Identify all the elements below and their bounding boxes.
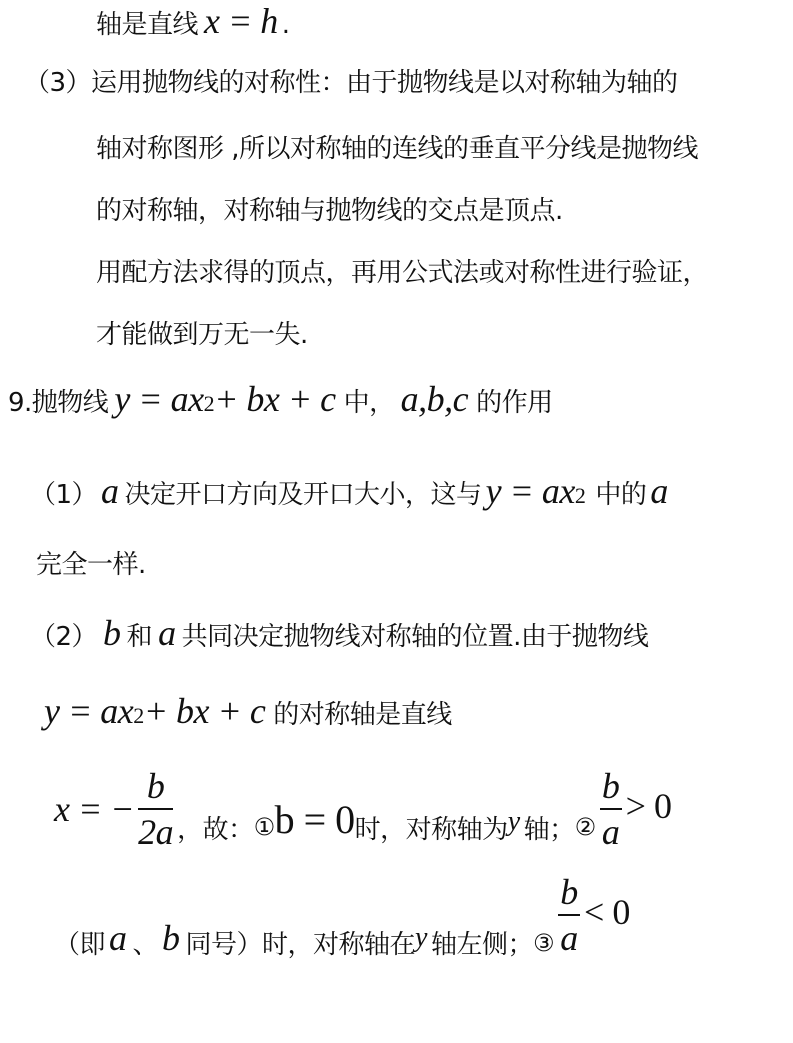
- item-1-line: [30, 470, 668, 512]
- text: 决定开口方向及开口大小，这与: [124, 480, 482, 510]
- text: 才能做到万无一失.: [96, 320, 308, 350]
- numerator: b: [146, 766, 165, 806]
- math-expression: x = h: [204, 1, 278, 41]
- numerator: b: [560, 871, 578, 912]
- exponent: 2: [133, 703, 144, 728]
- math-var-a: a: [101, 471, 119, 511]
- text: 的对称轴是直线: [273, 700, 452, 730]
- item-2-line: [30, 612, 648, 654]
- denominator: a: [560, 917, 578, 958]
- text: 和: [126, 622, 153, 652]
- math-var-a: a: [650, 471, 668, 511]
- math-comparison: > 0: [625, 786, 672, 826]
- denominator: a: [601, 812, 620, 852]
- text: 的对称轴，对称轴与抛物线的交点是顶点.: [96, 196, 563, 226]
- paragraph-line: [36, 544, 146, 581]
- math-lhs: x = −: [54, 789, 135, 829]
- paragraph-line: [96, 314, 308, 351]
- math-quadratic: y = ax: [485, 471, 575, 511]
- text: 用配方法求得的顶点，再用公式法或对称性进行验证，: [96, 258, 709, 288]
- paragraph-line: [96, 252, 708, 289]
- section-9-heading: [8, 378, 553, 420]
- same-sign-line: [54, 868, 630, 961]
- math-var-b: b: [162, 917, 180, 958]
- text: 轴是直线: [96, 10, 199, 40]
- period: .: [281, 10, 290, 40]
- math-vars: a,b,c: [400, 379, 469, 419]
- math-condition: b = 0: [274, 796, 355, 842]
- numerator: b: [601, 766, 620, 806]
- circled-two-icon: ②: [574, 813, 596, 841]
- circled-one-icon: ①: [253, 813, 275, 841]
- math-comparison: < 0: [584, 891, 630, 932]
- math-quadratic-rest: + bx + c: [214, 379, 336, 419]
- math-quadratic: y = ax: [114, 379, 204, 419]
- math-var-y: y: [415, 921, 427, 953]
- text: 的作用: [476, 388, 553, 418]
- fraction-bar: [558, 914, 580, 916]
- exponent: 2: [574, 483, 586, 508]
- text: 轴左侧；: [430, 930, 533, 960]
- fraction-bar: [138, 808, 173, 810]
- fraction-b-over-a: [558, 872, 580, 958]
- math-var-b: b: [103, 613, 121, 653]
- text: 完全一样.: [36, 550, 146, 580]
- section-number: 9.抛物线: [8, 388, 109, 418]
- circled-three-icon: ③: [533, 928, 555, 957]
- line-axis-is-x-equals-h: [96, 0, 290, 42]
- item-3-heading: [24, 62, 678, 99]
- axis-formula-line: [54, 766, 671, 852]
- denominator: 2a: [138, 812, 174, 852]
- text: 运用抛物线的对称性：由于抛物线是以对称轴为轴的: [91, 68, 678, 98]
- fraction-b-over-a: [600, 766, 622, 852]
- math-quadratic-rest: + bx + c: [143, 691, 266, 731]
- math-var-a: a: [109, 917, 127, 958]
- item-number: （1）: [30, 480, 98, 510]
- paragraph-line: [96, 128, 698, 165]
- text: 轴对称图形 ,所以对称轴的连线的垂直平分线是抛物线: [96, 134, 699, 164]
- paragraph-line: [44, 690, 452, 732]
- exponent: 2: [203, 391, 215, 416]
- text: 中，: [343, 388, 395, 418]
- text: ，故：: [177, 814, 254, 845]
- item-number: （2）: [30, 622, 98, 652]
- text: （即: [54, 930, 106, 960]
- text: 同号）时，对称轴在: [185, 930, 416, 960]
- text: 共同决定抛物线对称轴的位置.由于抛物线: [181, 622, 649, 652]
- text: 时，对称轴为: [354, 814, 508, 845]
- math-var-y: y: [507, 806, 520, 837]
- text: 轴；: [523, 814, 575, 845]
- paragraph-line: [96, 190, 563, 227]
- item-number: （3）: [24, 68, 92, 98]
- fraction-bar: [600, 808, 622, 810]
- math-var-a: a: [158, 613, 176, 653]
- text: 、: [132, 930, 159, 960]
- fraction-b-over-2a: [138, 766, 173, 852]
- text: 中的: [595, 480, 647, 510]
- math-quadratic: y = ax: [44, 691, 134, 731]
